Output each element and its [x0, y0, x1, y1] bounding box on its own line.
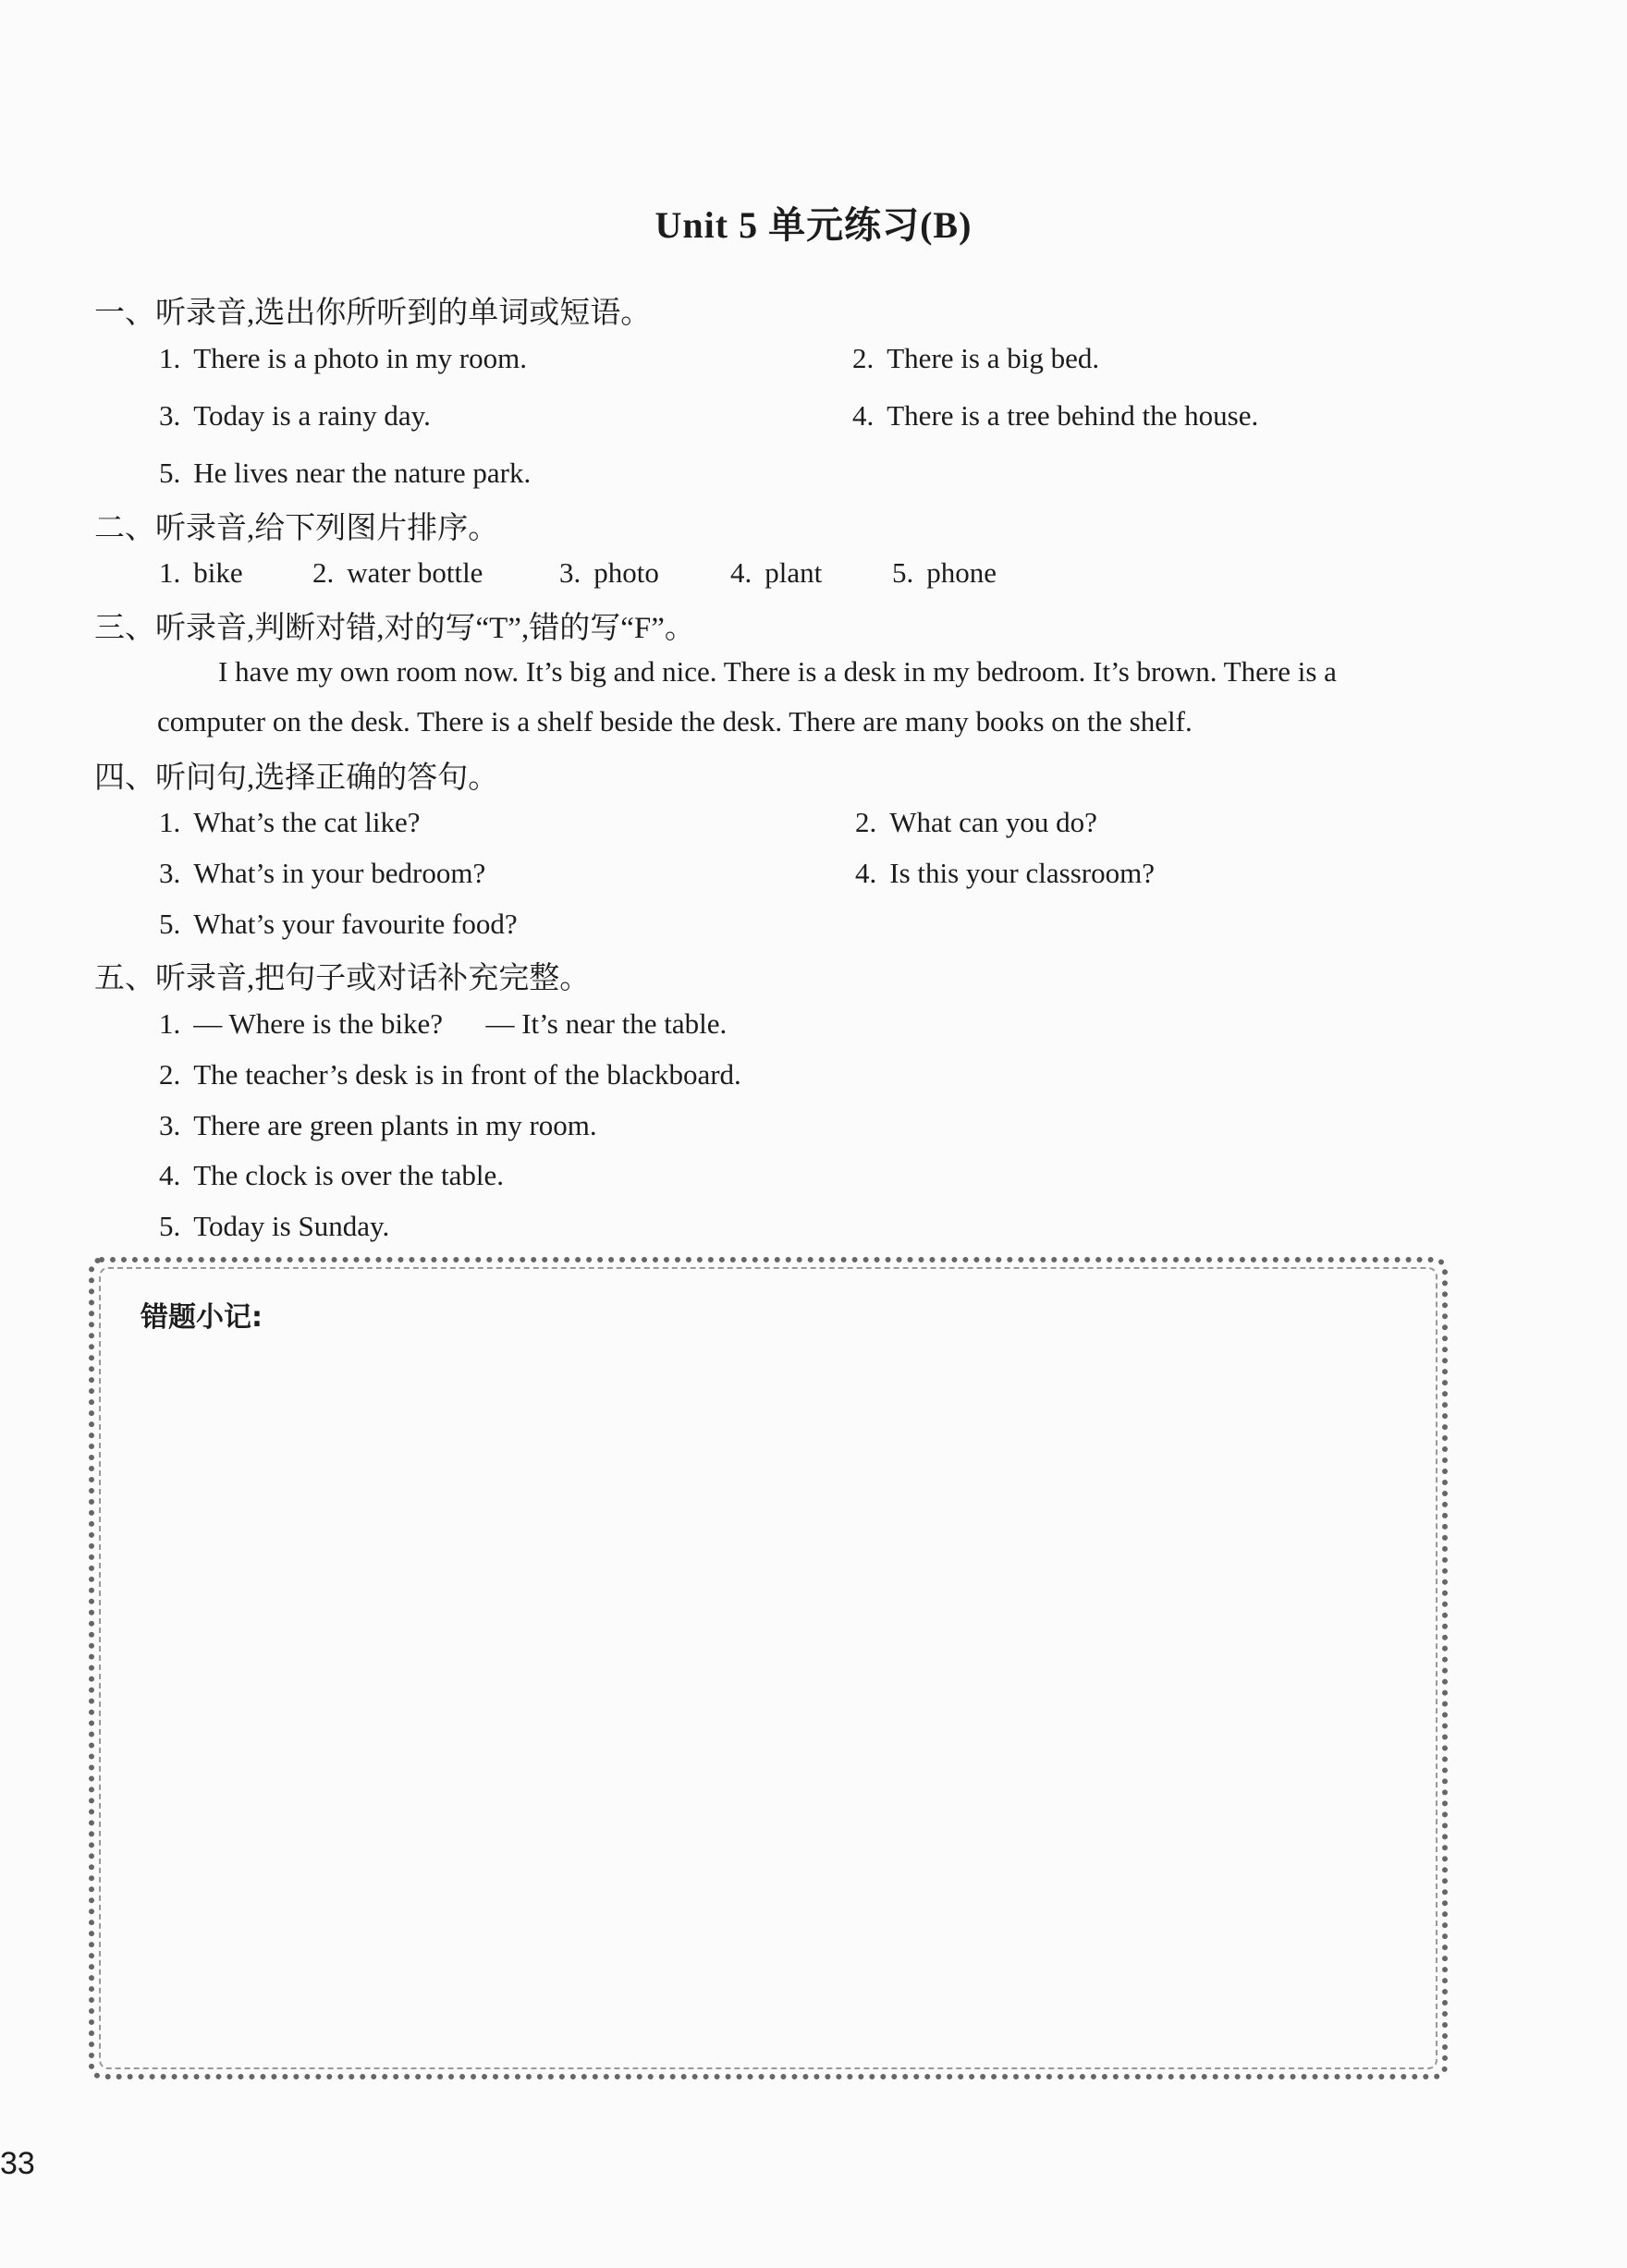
s5-item-5: [159, 1210, 389, 1243]
item-number: 4.: [159, 1159, 181, 1191]
mistake-notes-box[interactable]: [89, 1257, 1448, 2079]
item-text: The teacher’s desk is in front of the blackboard.: [193, 1058, 741, 1091]
s1-item-4: [852, 399, 1258, 433]
item-text: — Where is the bike? — It’s near the table.: [193, 1007, 728, 1040]
s2-item-3: [559, 556, 659, 590]
item-number: 2.: [855, 806, 877, 838]
item-text: There is a tree behind the house.: [887, 399, 1259, 432]
item-text: water bottle: [347, 556, 483, 589]
s1-item-2: [852, 342, 1099, 375]
s5-item-4: [159, 1159, 504, 1192]
section-1-heading: 一、听录音,选出你所听到的单词或短语。: [94, 297, 652, 330]
item-text: The clock is over the table.: [193, 1159, 504, 1191]
item-number: 5.: [159, 908, 181, 940]
item-number: 4.: [855, 857, 877, 889]
item-number: 2.: [159, 1058, 181, 1091]
item-text: He lives near the nature park.: [193, 457, 532, 489]
item-number: 1.: [159, 342, 181, 374]
s4-item-2: [855, 806, 1097, 839]
item-text: There is a photo in my room.: [193, 342, 527, 374]
item-number: 2.: [852, 342, 875, 374]
s1-item-3: [159, 399, 431, 433]
listening-passage: [157, 647, 1451, 747]
item-number: 3.: [159, 857, 181, 889]
s4-item-1: [159, 806, 421, 839]
item-text: What can you do?: [889, 806, 1097, 838]
s5-item-2: [159, 1058, 741, 1091]
passage-text: I have my own room now. It’s big and nice. There is a desk in my bedroom. It’s brown. There is a computer on the desk. There is a shelf beside the desk. There are many books on the shelf.: [157, 655, 1337, 738]
item-text: Today is Sunday.: [193, 1210, 390, 1242]
s2-item-2: [312, 556, 483, 590]
s4-item-3: [159, 857, 485, 890]
item-text: What’s your favourite food?: [193, 908, 518, 940]
item-number: 4.: [730, 556, 752, 589]
item-text: What’s in your bedroom?: [193, 857, 486, 889]
section-3-heading: 三、听录音,判断对错,对的写“T”,错的写“F”。: [94, 612, 695, 645]
item-number: 1.: [159, 556, 181, 589]
item-number: 5.: [159, 457, 181, 489]
item-number: 1.: [159, 1007, 181, 1040]
item-text: bike: [193, 556, 243, 589]
item-number: 3.: [559, 556, 581, 589]
item-text: There is a big bed.: [887, 342, 1100, 374]
item-number: 3.: [159, 1109, 181, 1141]
section-4-heading: 四、听问句,选择正确的答句。: [94, 762, 499, 795]
item-number: 1.: [159, 806, 181, 838]
s5-item-1: [159, 1007, 727, 1041]
item-text: photo: [593, 556, 659, 589]
s1-item-1: [159, 342, 527, 375]
item-number: 3.: [159, 399, 181, 432]
s5-item-3: [159, 1109, 597, 1142]
s1-item-5: [159, 457, 531, 490]
item-text: Today is a rainy day.: [193, 399, 431, 432]
item-text: Is this your classroom?: [889, 857, 1155, 889]
section-2-heading: 二、听录音,给下列图片排序。: [94, 512, 499, 545]
s2-item-5: [892, 556, 997, 590]
page-number: 33: [0, 2146, 35, 2181]
item-number: 5.: [159, 1210, 181, 1242]
mistake-notes-label: 错题小记:: [141, 1301, 263, 1334]
s4-item-4: [855, 857, 1155, 890]
item-text: What’s the cat like?: [193, 806, 421, 838]
s2-item-1: [159, 556, 243, 590]
s4-item-5: [159, 908, 518, 941]
item-text: phone: [926, 556, 997, 589]
item-number: 2.: [312, 556, 335, 589]
section-5-heading: 五、听录音,把句子或对话补充完整。: [94, 962, 591, 995]
item-text: There are green plants in my room.: [193, 1109, 597, 1141]
page-title: Unit 5 单元练习(B): [654, 204, 973, 246]
item-number: 4.: [852, 399, 875, 432]
s2-item-4: [730, 556, 822, 590]
item-number: 5.: [892, 556, 914, 589]
item-text: plant: [765, 556, 823, 589]
